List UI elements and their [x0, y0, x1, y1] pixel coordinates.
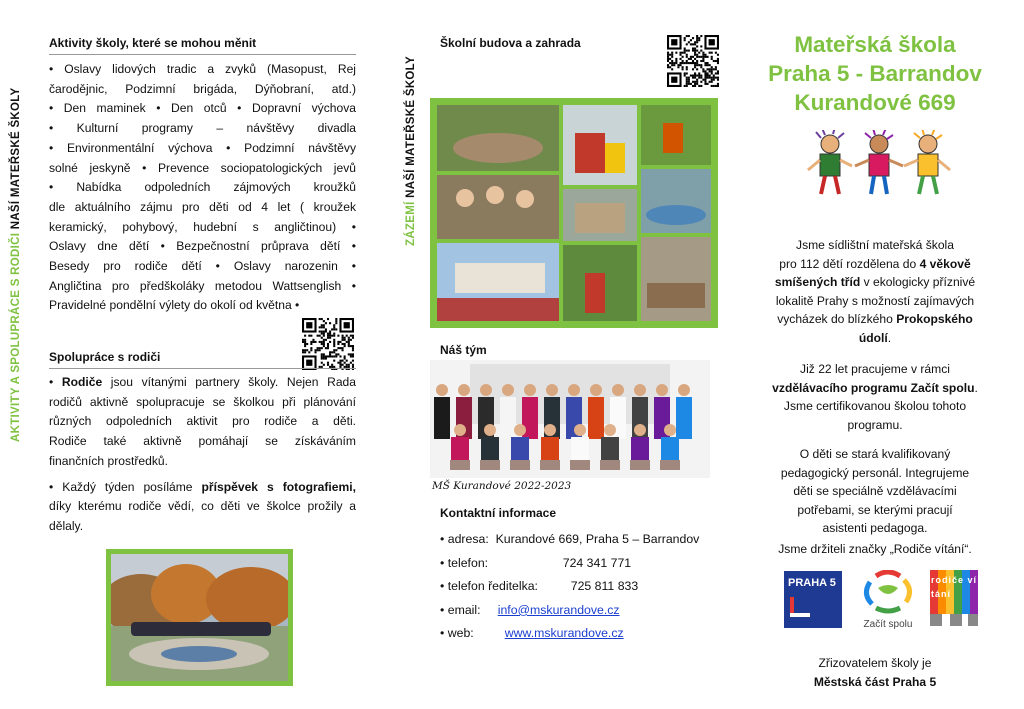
- contact-phone-director: • telefon ředitelka: 725 811 833: [440, 579, 639, 594]
- email-link[interactable]: info@mskurandove.cz: [497, 602, 620, 617]
- text-line: • Rodiče jsou vítanými partnery školy. Nejen Rada: [49, 375, 356, 389]
- text-line: keramický, pohybový, hudební s angličtinou) •: [49, 219, 356, 234]
- founder-note: Zřizovatelem školy je Městská část Praha 5: [813, 656, 937, 689]
- program-paragraph: Již 22 let pracujeme v rámci vzdělávacího programu Začít spolu. Jsme certifikovanou školou tohoto programu.: [772, 362, 978, 432]
- text-line: • Environmentální výchova • Podzimní návštěvy: [49, 140, 356, 155]
- building-garden-collage: [430, 98, 718, 328]
- text-line: finančních prostředků.: [49, 453, 168, 468]
- team-heading: Náš tým: [440, 343, 487, 357]
- text-line: solné jeskyně • Prevence sociopatologických jevů: [49, 160, 356, 175]
- activities-section: [49, 36, 356, 316]
- text-line: Angličtina pro předškoláky metodou Wattsenglish •: [49, 278, 356, 293]
- activities-heading: Aktivity školy, které se mohou měnit: [49, 36, 257, 50]
- logo-praha5: PRAHA 5: [784, 571, 842, 628]
- team-photo: [430, 360, 710, 478]
- text-line: čarodějnic, Podzimní brigáda, Dýňobraní, atd.): [49, 81, 356, 96]
- staff-paragraph: O děti se stará kvalifikovaný pedagogický personál. Integrujeme děti se speciálně vzdělávacími potřebami, se kterými pracují asistenti pedagoga.: [780, 447, 970, 536]
- parents-text-2: • Každý týden posíláme příspěvek s fotografiemi, díky kterému rodiče vědí, co děti ve školce prožily a dělaly.: [49, 479, 356, 533]
- text-line: • Den maminek • Den otců • Dopravní výchova: [49, 101, 356, 116]
- contact-list: [440, 532, 699, 650]
- parents-section: [49, 350, 356, 537]
- text-line: rodičů aktivně spolupracuje se školkou při plánování: [49, 394, 356, 409]
- middle-vertical-title: ZÁZEMÍ NAŠÍ MATEŘSKÉ ŠKOLY: [405, 56, 417, 246]
- web-link[interactable]: www.mskurandove.cz: [504, 626, 624, 641]
- text-line: různých odpoledních aktivit pro rodiče a děti.: [49, 414, 356, 429]
- left-vertical-title: AKTIVITY A SPOLUPRÁCE S RODIČI NAŠÍ MATEŘSKÉ ŠKOLY: [10, 87, 22, 442]
- text-line: Pravidelné pondělní výlety do okolí od května •: [49, 298, 300, 313]
- text-line: Besedy pro rodiče dětí • Oslavy narozenin •: [49, 259, 356, 274]
- text-line: Rodiče také aktivně pomáhají se získáváním: [49, 434, 356, 449]
- children-illustration: [805, 130, 953, 198]
- text-line: • Kulturní programy – návštěvy divadla: [49, 121, 356, 136]
- qr-code-middle: [667, 35, 719, 87]
- contact-email: • email: info@mskurandove.cz: [440, 602, 620, 617]
- activities-text: [49, 60, 356, 316]
- building-heading: Školní budova a zahrada: [440, 36, 581, 50]
- label-paragraph: Jsme držiteli značky „Rodiče vítání“.: [778, 542, 972, 556]
- text-line: • Nabídka odpoledních zájmových kroužků: [49, 180, 356, 195]
- intro-paragraph: Jsme sídlištní mateřská škola pro 112 dětí rozdělena do 4 věkově smíšených tříd v ekologicky příznivé lokalitě Prahy s možností zajímavých vycházek do blízkého Prokopského údolí.: [774, 238, 976, 345]
- contact-phone: • telefon: 724 341 771: [440, 555, 632, 570]
- logo-zacit-spolu: Začít spolu: [858, 570, 918, 632]
- school-title: Mateřská škola Praha 5 - Barrandov Kurandové 669: [768, 32, 982, 115]
- text-line: dle aktuálního zájmu pro děti od 4 let ( kroužek: [49, 199, 356, 214]
- text-line: • Oslavy lidových tradic a zvyků (Masopust, Rej: [49, 62, 356, 76]
- contact-web: • web: www.mskurandove.cz: [440, 626, 624, 641]
- contact-address: • adresa: Kurandové 669, Praha 5 – Barrandov: [440, 532, 700, 546]
- group-photo-garden: [106, 549, 293, 686]
- team-caption: MŠ Kurandové 2022-2023: [432, 480, 572, 492]
- contact-heading: Kontaktní informace: [440, 506, 557, 520]
- parents-heading: Spolupráce s rodiči: [49, 350, 161, 364]
- parents-text-1: [49, 373, 356, 472]
- text-line: Oslavy dne dětí • Bezpečnostní průprava dětí •: [49, 239, 356, 254]
- logo-rodice-vitani: rodiče vítání: [930, 570, 982, 626]
